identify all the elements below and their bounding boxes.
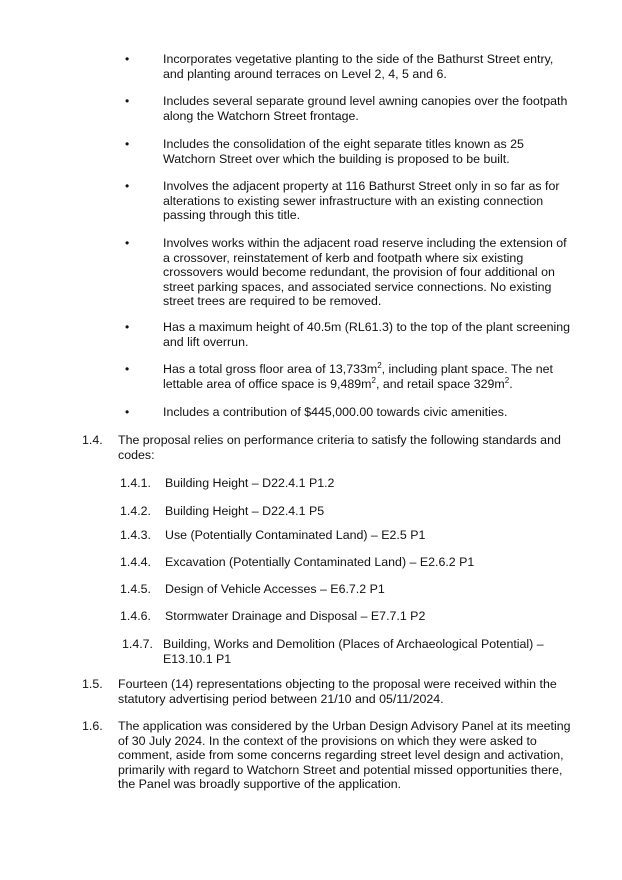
- bullet-text: Includes the consolidation of the eight separate titles known as 25 Watchorn Street over which the building is proposed to be built.: [163, 137, 524, 166]
- bullet-icon: •: [125, 52, 130, 66]
- section-number: 1.6.: [82, 719, 103, 733]
- subsection-number: 1.4.6.: [120, 609, 152, 623]
- subsection-number: 1.4.5.: [120, 582, 152, 596]
- subsection-text: Stormwater Drainage and Disposal – E7.7.1 P2: [165, 609, 426, 623]
- subsection-text: Building Height – D22.4.1 P1.2: [165, 476, 335, 490]
- subsection-number: 1.4.4.: [120, 555, 152, 569]
- bullet-text: Has a total gross floor area of $13,733m^2$, including plant space. The net lettable area of office space is $9,489m^2$, and retail space $329m^2$.: [163, 360, 553, 391]
- bullet-text: Incorporates vegetative planting to the side of the Bathurst Street entry, and planting around terraces on Level 2, 4, 5 and 6.: [163, 52, 554, 81]
- subsection-number: 1.4.3.: [120, 528, 152, 542]
- bullet-icon: •: [125, 236, 130, 250]
- bullet-text: Involves the adjacent property at 116 Bathurst Street only in so far as for alterations to existing sewer infrastructure with an existing connection passing through this title.: [163, 179, 560, 223]
- section-number: 1.5.: [82, 677, 103, 691]
- section-number: 1.4.: [82, 433, 103, 447]
- section-text: Fourteen (14) representations objecting to the proposal were received within the statutory advertising period between 21/10 and 05/11/2024.: [118, 677, 557, 706]
- subsection-text: Design of Vehicle Accesses – E6.7.2 P1: [165, 582, 385, 596]
- subsection-number: 1.4.7.: [122, 637, 154, 651]
- bullet-text: Includes several separate ground level awning canopies over the footpath along the Watchorn Street frontage.: [163, 94, 568, 123]
- bullet-icon: •: [125, 405, 130, 419]
- subsection-text: Use (Potentially Contaminated Land) – E2.5 P1: [165, 528, 426, 542]
- section-text: The proposal relies on performance criteria to satisfy the following standards and codes:: [118, 433, 561, 462]
- section-text: The application was considered by the Urban Design Advisory Panel at its meeting of 30 July 2024. In the context of the provisions on which they were asked to comment, aside from some concerns regarding street level design and activation, primarily with regard to Watchorn Street and potential missed opportunities there, the Panel was broadly supportive of the application.: [118, 719, 571, 792]
- subsection-number: 1.4.1.: [120, 476, 152, 490]
- bullet-text: Has a maximum height of 40.5m (RL61.3) to the top of the plant screening and lift overrun.: [163, 320, 571, 349]
- bullet-icon: •: [125, 320, 130, 334]
- subsection-number: 1.4.2.: [120, 504, 152, 518]
- bullet-icon: •: [125, 137, 130, 151]
- subsection-text: Building Height – D22.4.1 P5: [165, 504, 325, 518]
- subsection-text: Excavation (Potentially Contaminated Land) – E2.6.2 P1: [165, 555, 475, 569]
- bullet-icon: •: [125, 94, 130, 108]
- bullet-text: Involves works within the adjacent road reserve including the extension of a crossover, reinstatement of kerb and footpath where six existing crossovers would become redundant, the provision of four additional on street parking spaces, and associated service connections. No existing street trees are required to be removed.: [163, 236, 567, 309]
- subsection-text: Building, Works and Demolition (Places of Archaeological Potential) – E13.10.1 P1: [163, 637, 544, 666]
- bullet-icon: •: [125, 179, 130, 193]
- bullet-icon: •: [125, 362, 130, 376]
- bullet-text: Includes a contribution of $445,000.00 towards civic amenities.: [163, 405, 508, 419]
